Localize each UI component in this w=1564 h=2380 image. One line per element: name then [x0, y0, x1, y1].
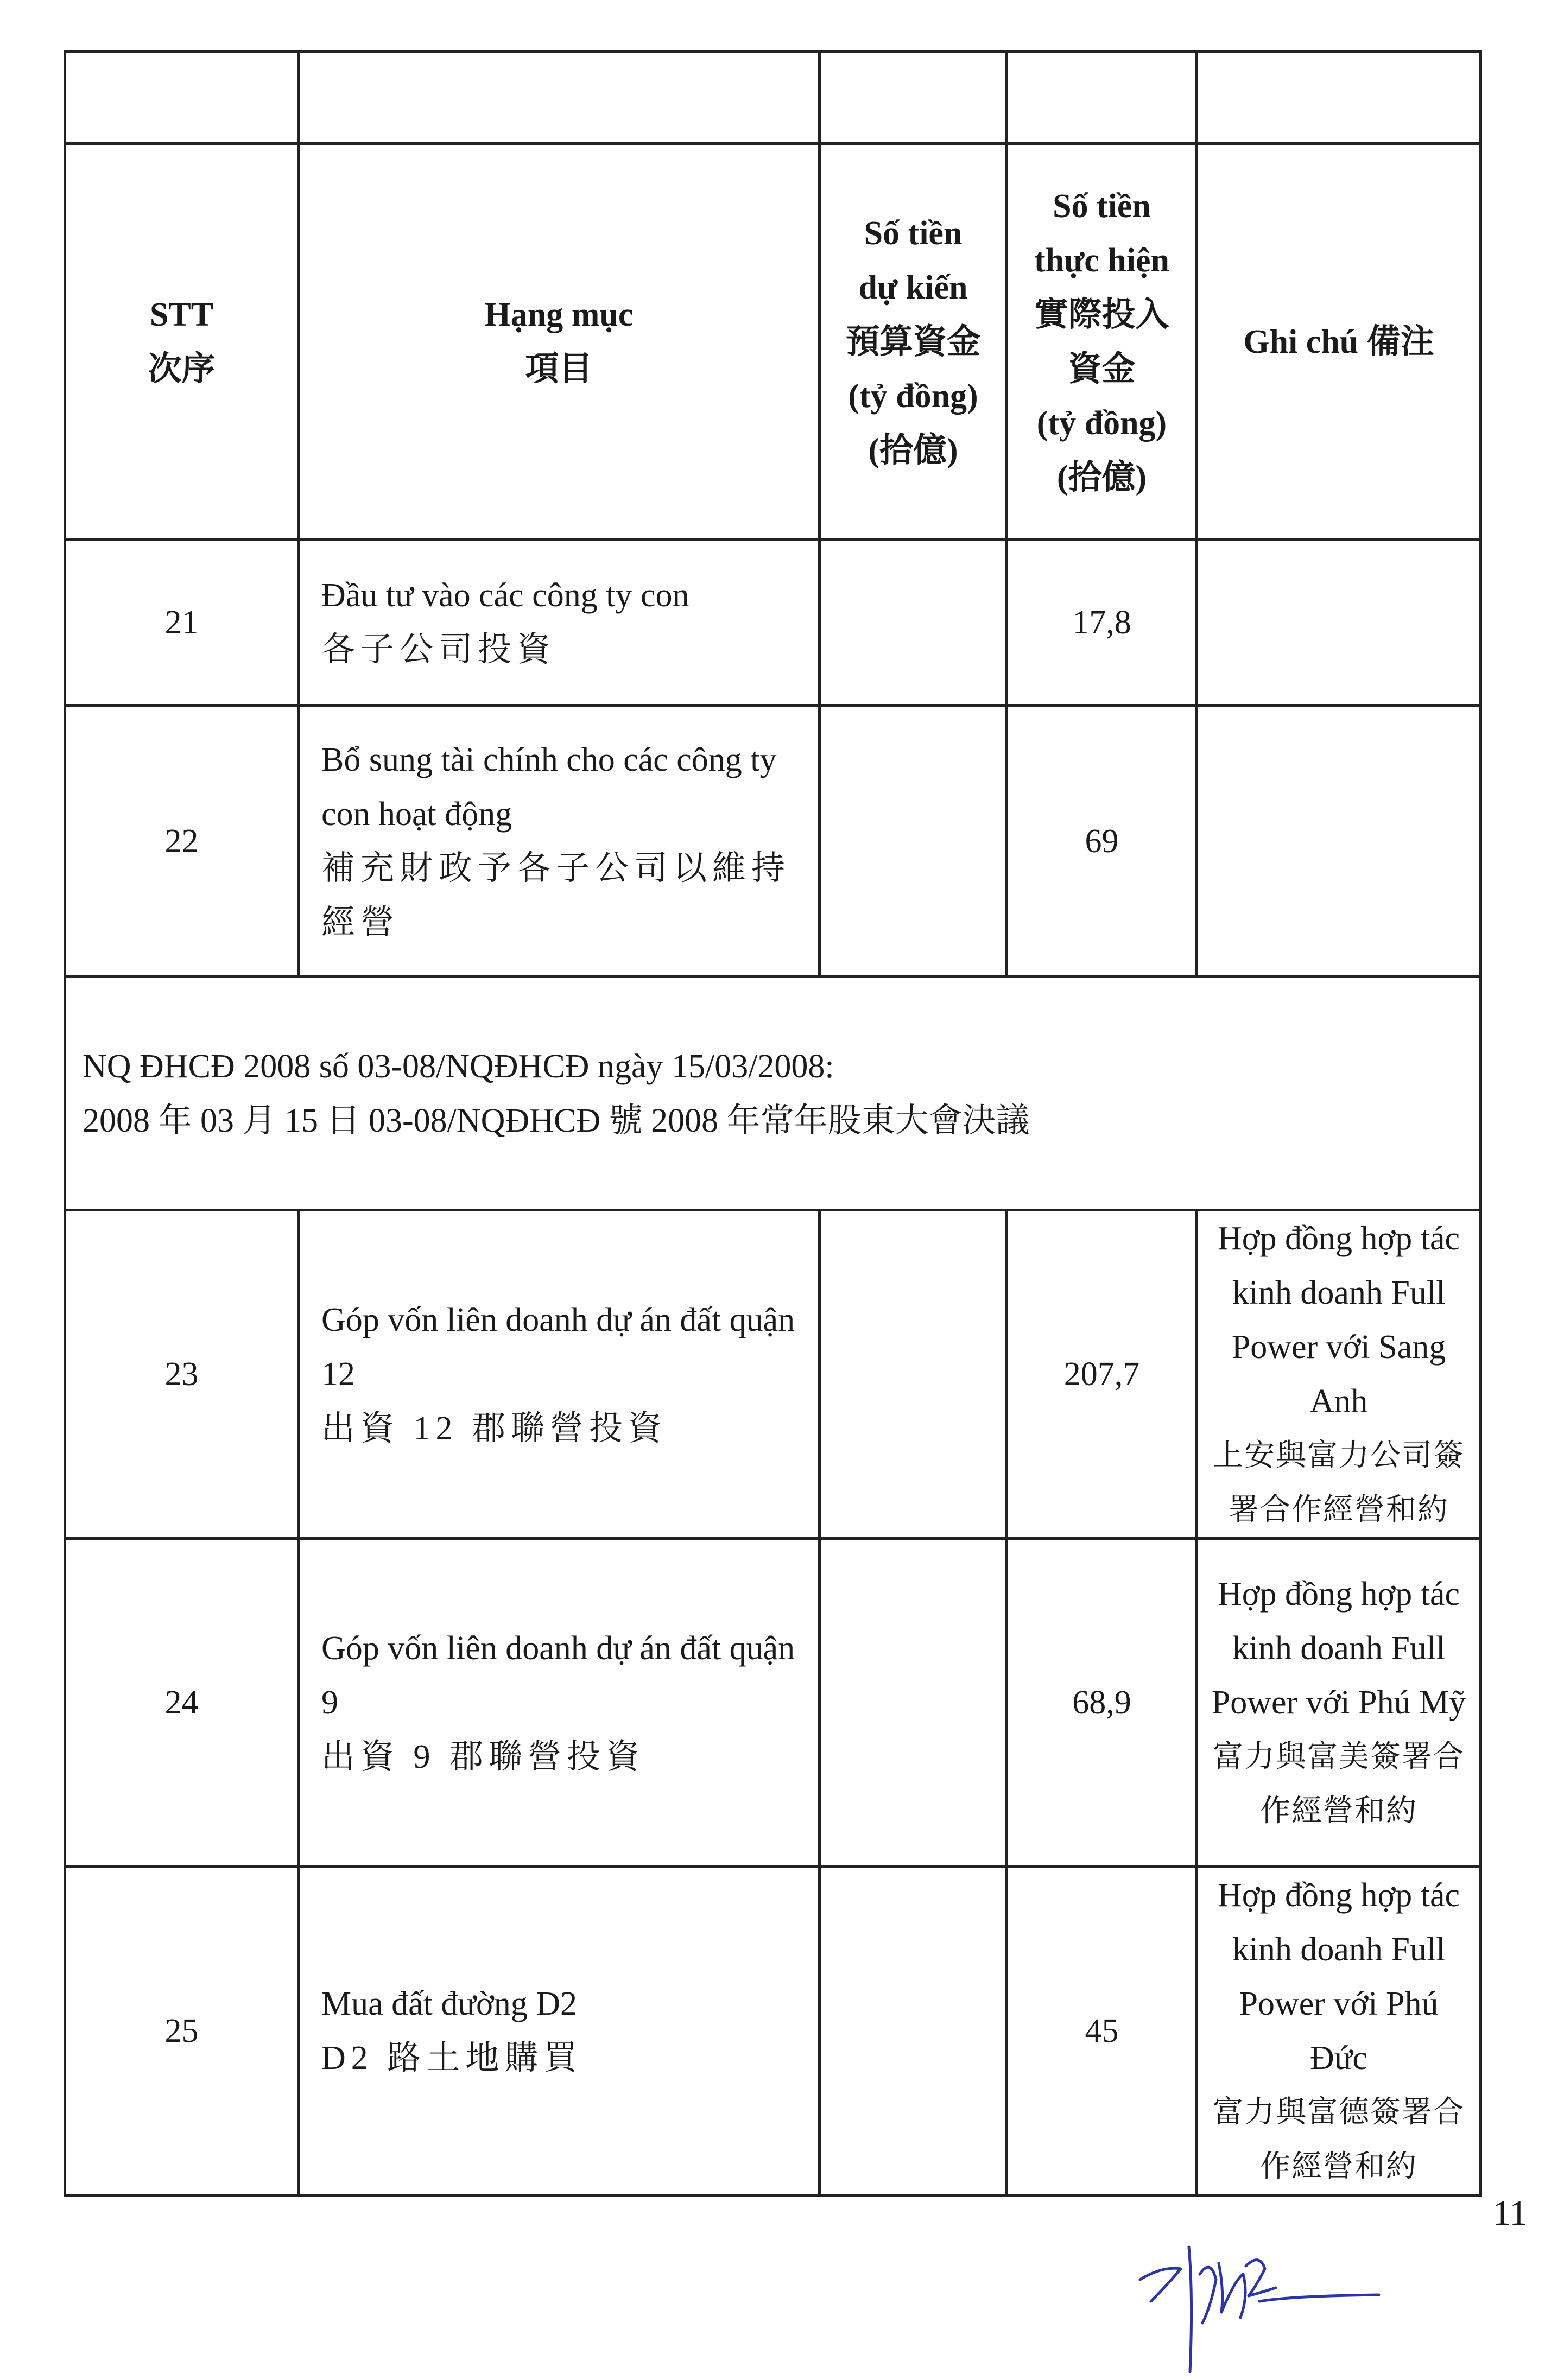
row-stt: 22 — [65, 706, 299, 977]
row-planned — [820, 1867, 1007, 2195]
signature-image — [1129, 2214, 1384, 2377]
row-item: Góp vốn liên doanh dự án đất quận 9 出資 9 郡聯營投資 — [299, 1539, 820, 1867]
row-planned — [820, 540, 1007, 706]
row-item: Mua đất đường D2 D2 路土地購買 — [299, 1867, 820, 2195]
resolution-heading: NQ ĐHCĐ 2008 số 03-08/NQĐHCĐ ngày 15/03/2008: 2008 年 03 月 15 日 03-08/NQĐHCĐ 號 2008 年常年股東大會決議 — [65, 977, 1481, 1210]
header-planned: Số tiền dự kiến 預算資金 (tỷ đồng) (拾億) — [820, 144, 1007, 540]
row-actual: 45 — [1007, 1867, 1197, 2195]
row-note: Hợp đồng hợp tác kinh doanh Full Power với Sang Anh 上安與富力公司簽署合作經營和約 — [1197, 1210, 1481, 1539]
header-item: Hạng mục 項目 — [299, 144, 820, 540]
row-stt: 25 — [65, 1867, 299, 2195]
row-note — [1197, 706, 1481, 977]
row-stt: 23 — [65, 1210, 299, 1539]
row-actual: 68,9 — [1007, 1539, 1197, 1867]
row-planned — [820, 1539, 1007, 1867]
row-planned — [820, 706, 1007, 977]
page-number: 11 — [1493, 2193, 1528, 2233]
table-row — [65, 706, 1481, 977]
budget-table — [64, 50, 1482, 2197]
row-stt: 24 — [65, 1539, 299, 1867]
row-item: Bổ sung tài chính cho các công ty con hoạt động 補充財政予各子公司以維持經營 — [299, 706, 820, 977]
row-note — [1197, 540, 1481, 706]
row-note: Hợp đồng hợp tác kinh doanh Full Power với Phú Mỹ 富力與富美簽署合作經營和約 — [1197, 1539, 1481, 1867]
table-row — [65, 1867, 1481, 2195]
table-row — [65, 1539, 1481, 1867]
row-planned — [820, 1210, 1007, 1539]
row-item: Đầu tư vào các công ty con 各子公司投資 — [299, 540, 820, 706]
row-stt: 21 — [65, 540, 299, 706]
header-stt: STT 次序 — [65, 144, 299, 540]
table-row — [65, 540, 1481, 706]
section-row — [65, 977, 1481, 1210]
table-row — [65, 1210, 1481, 1539]
row-actual: 17,8 — [1007, 540, 1197, 706]
blank-top-row — [65, 52, 1481, 144]
header-row — [65, 144, 1481, 540]
row-note: Hợp đồng hợp tác kinh doanh Full Power với Phú Đức 富力與富德簽署合作經營和約 — [1197, 1867, 1481, 2195]
row-actual: 207,7 — [1007, 1210, 1197, 1539]
row-item: Góp vốn liên doanh dự án đất quận 12 出資 12 郡聯營投資 — [299, 1210, 820, 1539]
row-actual: 69 — [1007, 706, 1197, 977]
header-actual: Số tiền thực hiện 實際投入 資金 (tỷ đồng) (拾億) — [1007, 144, 1197, 540]
header-notes: Ghi chú 備注 — [1197, 144, 1481, 540]
